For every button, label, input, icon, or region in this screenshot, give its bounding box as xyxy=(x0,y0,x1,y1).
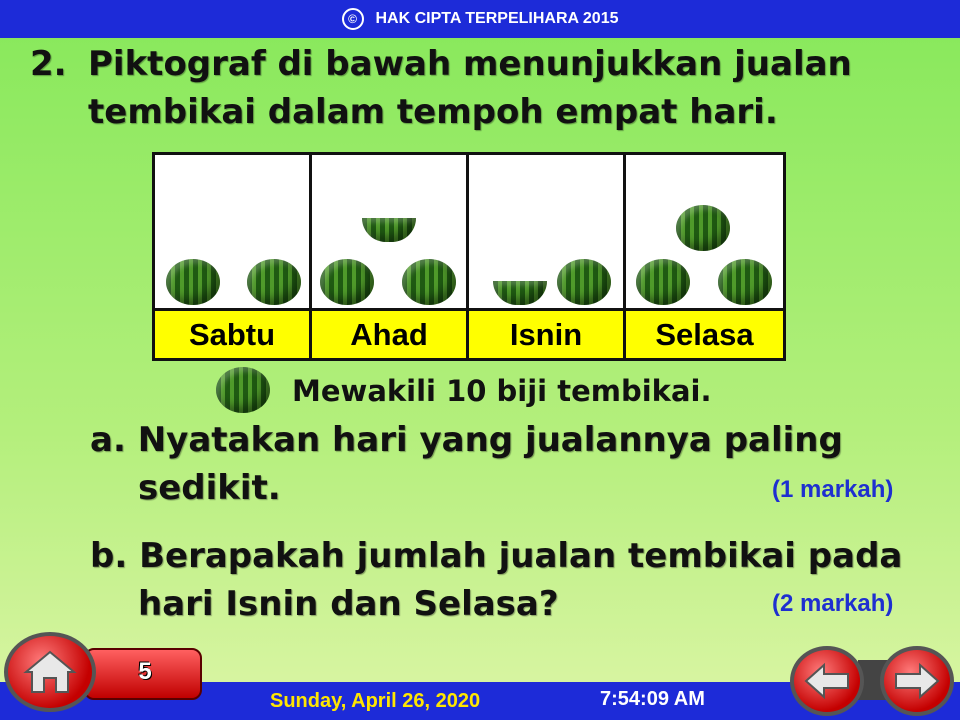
watermelon-icon xyxy=(636,259,690,305)
day-label-ahad: Ahad xyxy=(312,308,469,358)
copyright-text: HAK CIPTA TERPELIHARA 2015 xyxy=(375,10,619,27)
watermelon-icon xyxy=(247,259,301,305)
arrow-left-icon xyxy=(802,661,852,701)
watermelon-icon xyxy=(718,259,772,305)
question-line-2: tembikai dalam tempoh empat hari. xyxy=(88,92,778,132)
arrow-right-icon xyxy=(892,661,942,701)
key-watermelon-icon xyxy=(216,367,270,413)
next-button[interactable] xyxy=(880,646,954,716)
copyright-bar xyxy=(0,0,960,38)
home-button[interactable] xyxy=(4,632,96,712)
day-label-selasa: Selasa xyxy=(626,308,783,358)
pictograph-cell-ahad xyxy=(312,155,469,308)
question-line-1: Piktograf di bawah menunjukkan jualan xyxy=(88,44,852,84)
watermelon-icon xyxy=(676,205,730,251)
watermelon-icon xyxy=(166,259,220,305)
date-text: Sunday, April 26, 2020 xyxy=(270,690,481,712)
watermelon-icon xyxy=(320,259,374,305)
pictograph-cell-selasa xyxy=(626,155,783,308)
pictograph-cell-sabtu xyxy=(155,155,312,308)
half-watermelon-icon xyxy=(493,281,547,305)
watermelon-icon xyxy=(402,259,456,305)
pictograph-table xyxy=(152,152,786,361)
part-b-line-2: hari Isnin dan Selasa? xyxy=(138,584,559,624)
half-watermelon-icon xyxy=(362,218,416,242)
page-number: 5 xyxy=(138,658,152,685)
part-a-marks: (1 markah) xyxy=(772,476,894,503)
pictograph-cell-isnin xyxy=(469,155,626,308)
part-b-line-1: b. Berapakah jumlah jualan tembikai pada xyxy=(90,536,903,576)
time-text: 7:54:09 AM xyxy=(600,688,705,710)
part-a-line-2: sedikit. xyxy=(138,468,281,508)
day-label-sabtu: Sabtu xyxy=(155,308,312,358)
watermelon-icon xyxy=(557,259,611,305)
home-icon xyxy=(22,648,78,696)
part-b-marks: (2 markah) xyxy=(772,590,894,617)
day-label-isnin: Isnin xyxy=(469,308,626,358)
previous-button[interactable] xyxy=(790,646,864,716)
copyright-icon: © xyxy=(342,8,364,30)
question-number: 2. xyxy=(30,44,67,84)
part-a-line-1: a. Nyatakan hari yang jualannya paling xyxy=(90,420,843,460)
key-text: Mewakili 10 biji tembikai. xyxy=(292,374,712,408)
